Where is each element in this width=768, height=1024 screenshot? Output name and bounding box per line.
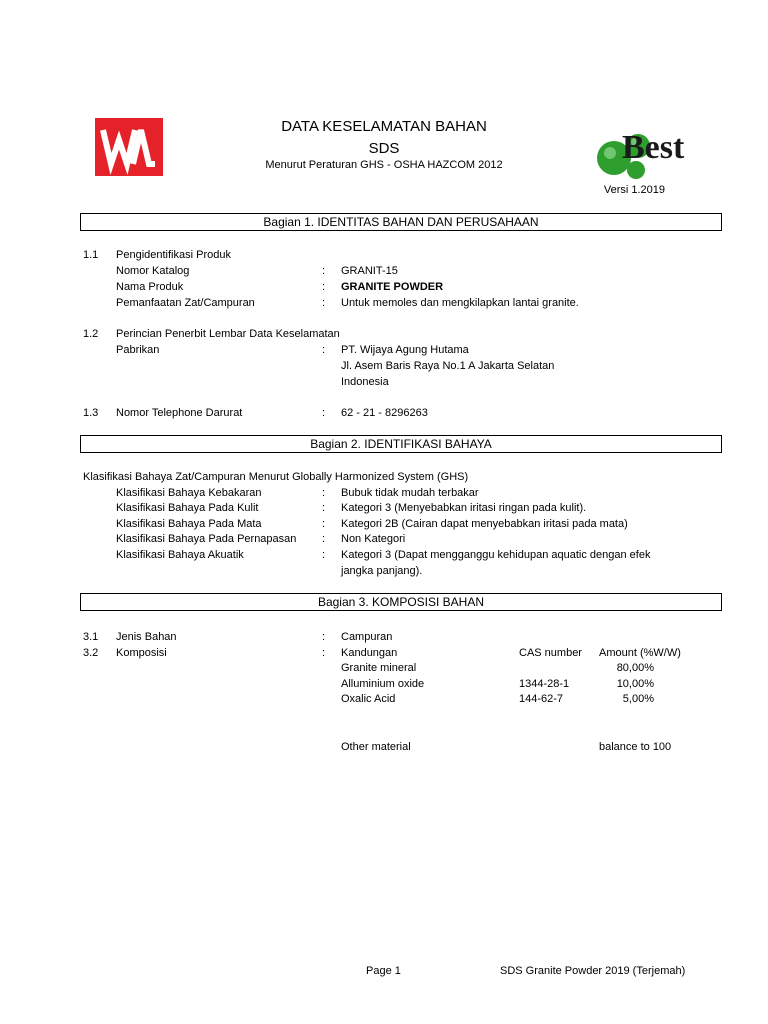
- component-name: Alluminium oxide: [341, 678, 425, 690]
- material-type-value: Campuran: [341, 631, 393, 643]
- s12-number: 1.2: [83, 328, 99, 340]
- s31-number: 3.1: [83, 631, 99, 643]
- s12-title: Perincian Penerbit Lembar Data Keselamatan: [116, 328, 340, 340]
- catalog-label: Nomor Katalog: [116, 265, 190, 277]
- other-material-name: Other material: [341, 741, 411, 753]
- component-amount: 80,00%: [616, 662, 654, 674]
- page-number: Page 1: [366, 965, 401, 977]
- colon: :: [322, 631, 326, 643]
- document-subtitle: SDS: [368, 140, 400, 157]
- colon: :: [322, 518, 326, 530]
- component-name: Granite mineral: [341, 662, 417, 674]
- colon: :: [322, 297, 326, 309]
- colon: :: [322, 647, 326, 659]
- composition-label: Komposisi: [116, 647, 167, 659]
- section1-header: Bagian 1. IDENTITAS BAHAN DAN PERUSAHAAN: [80, 213, 722, 231]
- component-amount: 5,00%: [622, 693, 654, 705]
- emergency-phone-label: Nomor Telephone Darurat: [116, 407, 243, 419]
- s32-number: 3.2: [83, 647, 99, 659]
- best-logo-text: Best: [622, 129, 685, 166]
- regulation-text: Menurut Peraturan GHS - OSHA HAZCOM 2012: [265, 159, 503, 171]
- usage-value: Untuk memoles dan mengkilapkan lantai granite.: [341, 297, 579, 309]
- s13-number: 1.3: [83, 407, 99, 419]
- s11-title: Pengidentifikasi Produk: [116, 249, 231, 261]
- hazard-aquatic-value-cont: jangka panjang).: [341, 565, 423, 577]
- hazard-eye-label: Klasifikasi Bahaya Pada Mata: [116, 518, 262, 530]
- colon: :: [322, 344, 326, 356]
- colon: :: [322, 549, 326, 561]
- catalog-value: GRANIT-15: [341, 265, 398, 277]
- product-name-value: GRANITE POWDER: [341, 281, 444, 293]
- usage-label: Pemanfaatan Zat/Campuran: [116, 297, 255, 309]
- hazard-eye-value: Kategori 2B (Cairan dapat menyebabkan iritasi pada mata): [341, 518, 628, 530]
- colon: :: [322, 407, 326, 419]
- section2-header: Bagian 2. IDENTIFIKASI BAHAYA: [80, 435, 722, 453]
- colon: :: [322, 533, 326, 545]
- manufacturer-address: Jl. Asem Baris Raya No.1 A Jakarta Selatan: [341, 360, 555, 372]
- hazard-respiratory-value: Non Kategori: [341, 533, 406, 545]
- hazard-aquatic-label: Klasifikasi Bahaya Akuatik: [116, 549, 244, 561]
- product-name-label: Nama Produk: [116, 281, 184, 293]
- hazard-fire-value: Bubuk tidak mudah terbakar: [341, 487, 479, 499]
- emergency-phone-value: 62 - 21 - 8296263: [341, 407, 428, 419]
- manufacturer-country: Indonesia: [341, 376, 389, 388]
- version-text: Versi 1.2019: [603, 184, 665, 196]
- material-type-label: Jenis Bahan: [116, 631, 177, 643]
- colon: :: [322, 502, 326, 514]
- col-header-cas: CAS number: [519, 647, 582, 659]
- footer-doc-title: SDS Granite Powder 2019 (Terjemah): [500, 965, 686, 977]
- hazard-respiratory-label: Klasifikasi Bahaya Pada Pernapasan: [116, 533, 297, 545]
- col-header-amount: Amount (%W/W): [599, 647, 681, 659]
- manufacturer-label: Pabrikan: [116, 344, 160, 356]
- hazard-aquatic-value: Kategori 3 (Dapat mengganggu kehidupan aquatic dengan efek: [341, 549, 651, 561]
- section3-header: Bagian 3. KOMPOSISI BAHAN: [80, 593, 722, 611]
- other-material-amount: balance to 100: [599, 741, 672, 753]
- component-amount: 10,00%: [616, 678, 654, 690]
- document-title: DATA KESELAMATAN BAHAN: [281, 118, 487, 135]
- colon: :: [322, 265, 326, 277]
- colon: :: [322, 487, 326, 499]
- component-cas: 1344-28-1: [519, 678, 570, 690]
- manufacturer-name: PT. Wijaya Agung Hutama: [341, 344, 469, 356]
- ghs-intro: Klasifikasi Bahaya Zat/Campuran Menurut Globally Harmonized System (GHS): [83, 471, 469, 483]
- col-header-content: Kandungan: [341, 647, 398, 659]
- hazard-skin-value: Kategori 3 (Menyebabkan iritasi ringan pada kulit).: [341, 502, 587, 514]
- hazard-skin-label: Klasifikasi Bahaya Pada Kulit: [116, 502, 259, 514]
- component-cas: 144-62-7: [519, 693, 564, 705]
- hazard-fire-label: Klasifikasi Bahaya Kebakaran: [116, 487, 262, 499]
- s11-number: 1.1: [83, 249, 99, 261]
- colon: :: [322, 281, 326, 293]
- component-name: Oxalic Acid: [341, 693, 396, 705]
